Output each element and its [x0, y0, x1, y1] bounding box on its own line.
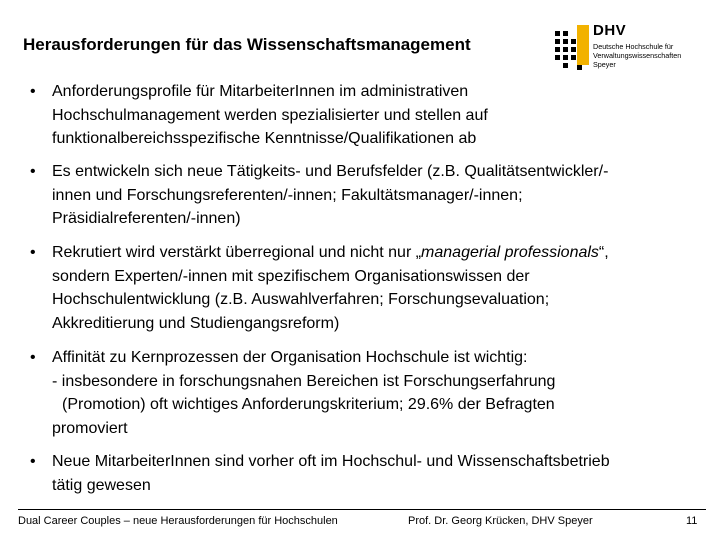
bullet-text-line: - insbesondere in forschungsnahen Bereichen ist Forschungserfahrung — [52, 372, 556, 390]
dhv-logo-subtitle-line: Deutsche Hochschule für — [593, 42, 674, 51]
bullet-text-italic: managerial professionals — [421, 244, 599, 261]
bullet-item — [30, 160, 608, 231]
bullet-marker: • — [30, 163, 36, 180]
footer-divider — [18, 509, 706, 510]
page-number: 11 — [686, 515, 698, 527]
bullet-text-line: Hochschulmanagement werden spezialisierter und stellen auf — [52, 106, 488, 124]
dhv-logo-subtitle — [593, 42, 681, 69]
bullet-marker: • — [30, 83, 36, 100]
dhv-logo-subtitle-line: Verwaltungswissenschaften — [593, 51, 682, 60]
bullet-text-line: Akkreditierung und Studiengangsreform) — [52, 314, 340, 332]
bullet-marker: • — [30, 349, 36, 366]
bullet-marker: • — [30, 244, 36, 261]
bullet-text-line — [52, 241, 609, 265]
dhv-logo-mark-icon — [553, 25, 593, 69]
bullet-item — [30, 241, 609, 335]
bullet-text-line: funktionalbereichsspezifische Kenntnisse/Qualifikationen ab — [52, 130, 477, 147]
bullet-text-line: Affinität zu Kernprozessen der Organisation Hochschule ist wichtig: — [52, 349, 528, 366]
bullet-text-line: sondern Experten/-innen mit spezifischem Organisationswissen der — [52, 267, 530, 285]
bullet-text-segment: Rekrutiert wird verstärkt überregional und nicht nur „ — [52, 244, 422, 261]
dhv-logo-subtitle-line: Speyer — [593, 60, 616, 69]
bullet-text-line: innen und Forschungsreferenten/-innen; Fakultätsmanager/-innen; — [52, 186, 523, 204]
bullet-text-line: Präsidialreferenten/-innen) — [52, 210, 241, 227]
bullet-text-line: Es entwickeln sich neue Tätigkeits- und Berufsfelder (z.B. Qualitätsentwickler/- — [52, 163, 609, 180]
footer-title: Dual Career Couples – neue Herausforderungen für Hochschulen — [18, 515, 338, 527]
bullet-text-line: Hochschulentwicklung (z.B. Auswahlverfahren; Forschungsevaluation; — [52, 291, 550, 308]
slide-title: Herausforderungen für das Wissenschaftsmanagement — [23, 35, 471, 54]
bullet-marker: • — [30, 453, 36, 470]
bullet-text-segment: “, — [598, 244, 609, 261]
bullet-text-line: Anforderungsprofile für MitarbeiterInnen im administrativen — [52, 83, 469, 100]
dhv-logo-name: DHV — [593, 22, 627, 39]
bullet-text-line: Neue MitarbeiterInnen sind vorher oft im Hochschul- und Wissenschaftsbetrieb — [52, 453, 610, 470]
bullet-item — [30, 80, 488, 151]
bullet-text-line: tätig gewesen — [52, 476, 151, 494]
bullet-text-line: promoviert — [52, 419, 128, 437]
bullet-item — [30, 450, 610, 497]
bullet-item — [30, 346, 555, 440]
dhv-logo — [553, 22, 693, 74]
bullet-text-line: (Promotion) oft wichtiges Anforderungskriterium; 29.6% der Befragten — [62, 396, 555, 413]
footer-author: Prof. Dr. Georg Krücken, DHV Speyer — [408, 515, 593, 527]
